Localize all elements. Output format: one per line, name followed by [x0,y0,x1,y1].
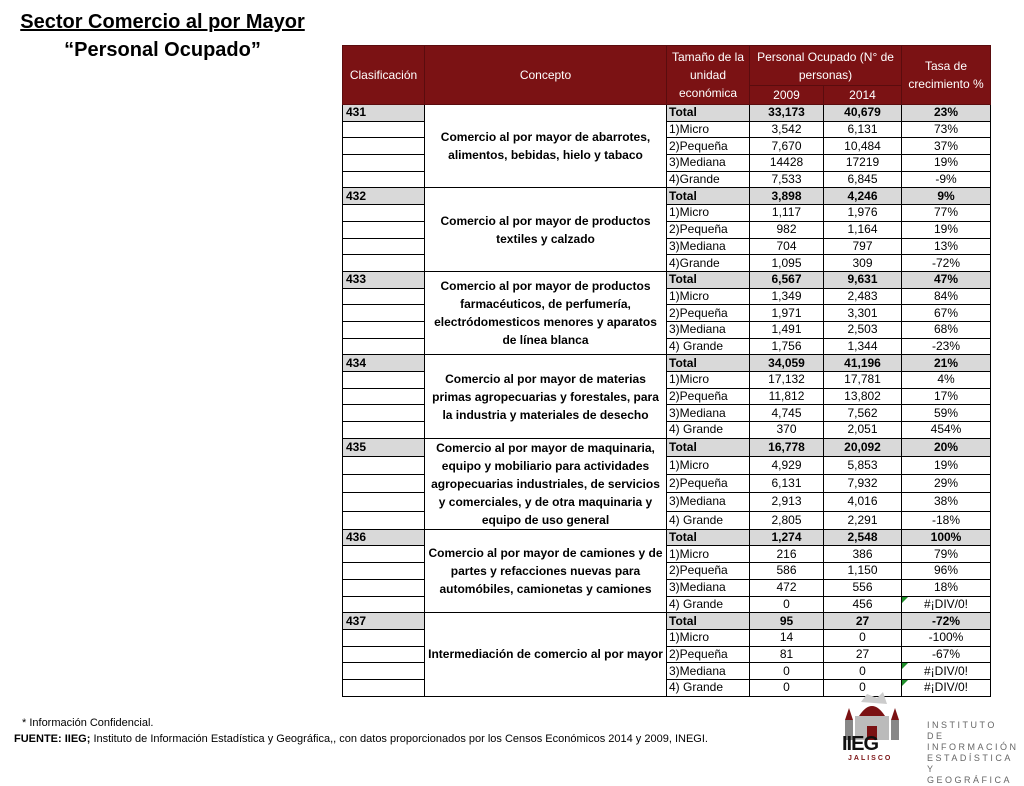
cell-tasa: #¡DIV/0! [902,679,991,696]
cell-2014: 3,301 [824,305,902,322]
logo-institute-name: INSTITUTO DE INFORMACIÓN ESTADÍSTICA Y GEOGRÁFICA [927,720,1019,785]
cell-2014: 9,631 [824,271,902,288]
cell-clasificacion [343,646,425,663]
cell-tasa: -18% [902,511,991,529]
cell-tamano: Total [667,188,750,205]
cell-tamano: 3)Mediana [667,493,750,511]
page-title [0,8,325,64]
cell-2009: 4,929 [750,456,824,474]
cell-tamano: 4)Grande [667,255,750,272]
cell-tasa: 9% [902,188,991,205]
cell-concepto: Comercio al por mayor de productos textiles y calzado [425,188,667,271]
cell-tasa: 47% [902,271,991,288]
cell-2009: 3,898 [750,188,824,205]
cell-tasa: 23% [902,105,991,122]
cell-concepto: Intermediación de comercio al por mayor [425,613,667,696]
cell-tamano: Total [667,271,750,288]
cell-tamano: 4) Grande [667,511,750,529]
table-row [343,438,991,456]
cell-clasificacion [343,372,425,389]
cell-2014: 556 [824,579,902,596]
cell-tasa: 79% [902,546,991,563]
logo-state: JALISCO [848,755,893,762]
cell-2009: 1,756 [750,338,824,355]
cell-tamano: 4) Grande [667,338,750,355]
cell-clasificacion [343,205,425,222]
table-row [343,613,991,630]
cell-2014: 5,853 [824,456,902,474]
cell-tamano: 2)Pequeña [667,646,750,663]
cell-tasa: 84% [902,288,991,305]
cell-2009: 2,805 [750,511,824,529]
cell-clasificacion [343,255,425,272]
cell-2014: 27 [824,646,902,663]
cell-tasa: 17% [902,388,991,405]
cell-tamano: 1)Micro [667,288,750,305]
cell-clasificacion [343,238,425,255]
cell-tasa: 59% [902,405,991,422]
table-row [343,529,991,546]
cell-2014: 1,164 [824,221,902,238]
cell-2014: 1,150 [824,563,902,580]
cell-clasificacion [343,596,425,613]
cell-tasa: #¡DIV/0! [902,663,991,680]
cell-2009: 2,913 [750,493,824,511]
cell-2009: 0 [750,663,824,680]
cell-clasificacion: 437 [343,613,425,630]
cell-tasa: 37% [902,138,991,155]
cell-2009: 472 [750,579,824,596]
personal-ocupado-table [342,45,991,697]
cell-tasa: 73% [902,121,991,138]
cell-tamano: 4)Grande [667,171,750,188]
cell-2014: 40,679 [824,105,902,122]
cell-tamano: 4) Grande [667,422,750,439]
cell-tamano: 2)Pequeña [667,388,750,405]
cell-clasificacion [343,288,425,305]
cell-clasificacion [343,305,425,322]
cell-tamano: 2)Pequeña [667,475,750,493]
header-tamano: Tamaño de la unidad económica [667,46,750,105]
cell-tamano: 1)Micro [667,121,750,138]
cell-tamano: Total [667,438,750,456]
cell-2014: 0 [824,629,902,646]
cell-2009: 95 [750,613,824,630]
cell-clasificacion [343,138,425,155]
cell-2009: 3,542 [750,121,824,138]
cell-2014: 41,196 [824,355,902,372]
cell-tamano: 1)Micro [667,205,750,222]
cell-2014: 20,092 [824,438,902,456]
cell-tamano: 4) Grande [667,679,750,696]
cell-2014: 0 [824,663,902,680]
table-row [343,271,991,288]
cell-tamano: Total [667,355,750,372]
cell-2009: 34,059 [750,355,824,372]
cell-2009: 216 [750,546,824,563]
cell-tamano: 3)Mediana [667,663,750,680]
cell-tasa: 67% [902,305,991,322]
cell-2009: 0 [750,679,824,696]
cell-2009: 1,095 [750,255,824,272]
cell-clasificacion [343,579,425,596]
cell-2009: 7,533 [750,171,824,188]
cell-clasificacion [343,475,425,493]
cell-tasa: 100% [902,529,991,546]
cell-tamano: 3)Mediana [667,155,750,172]
cell-2009: 81 [750,646,824,663]
cell-clasificacion [343,321,425,338]
cell-2014: 6,131 [824,121,902,138]
cell-2009: 370 [750,422,824,439]
table-row [343,355,991,372]
cell-tamano: 2)Pequeña [667,305,750,322]
cell-tasa: 29% [902,475,991,493]
cell-tamano: Total [667,105,750,122]
cell-tamano: 2)Pequeña [667,563,750,580]
cell-2014: 1,976 [824,205,902,222]
cell-2014: 13,802 [824,388,902,405]
cell-clasificacion [343,422,425,439]
header-year-2009: 2009 [750,86,824,105]
cell-tasa: 38% [902,493,991,511]
cell-clasificacion [343,629,425,646]
cell-clasificacion [343,493,425,511]
cell-tamano: Total [667,529,750,546]
cell-tasa: 20% [902,438,991,456]
cell-tasa: -67% [902,646,991,663]
cell-clasificacion: 434 [343,355,425,372]
cell-tasa: -100% [902,629,991,646]
cell-tasa: -72% [902,613,991,630]
cell-2014: 6,845 [824,171,902,188]
cell-tasa: -23% [902,338,991,355]
cell-2014: 27 [824,613,902,630]
cell-concepto: Comercio al por mayor de camiones y de partes y refacciones nuevas para automóbiles, camionetas y camiones [425,529,667,612]
footnote-source [14,733,708,745]
source-text: Instituto de Información Estadística y Geográfica,, con datos proporcionados por los Censos Económicos 2014 y 2009, INEGI. [90,733,708,745]
cell-2009: 11,812 [750,388,824,405]
cell-tasa: 454% [902,422,991,439]
cell-2014: 4,246 [824,188,902,205]
logo-abbr: IIEG [842,733,879,755]
table-body [343,105,991,697]
cell-2009: 1,117 [750,205,824,222]
cell-clasificacion [343,546,425,563]
cell-clasificacion: 436 [343,529,425,546]
cell-2009: 17,132 [750,372,824,389]
cell-2009: 14 [750,629,824,646]
cell-clasificacion [343,155,425,172]
cell-clasificacion [343,456,425,474]
cell-2014: 309 [824,255,902,272]
cell-2014: 17219 [824,155,902,172]
cell-2009: 982 [750,221,824,238]
cell-tasa: 77% [902,205,991,222]
cell-2009: 586 [750,563,824,580]
cell-clasificacion [343,563,425,580]
header-clasificacion: Clasificación [343,46,425,105]
cell-tamano: 4) Grande [667,596,750,613]
cell-tamano: 1)Micro [667,372,750,389]
cell-tamano: 1)Micro [667,546,750,563]
cell-tamano: 3)Mediana [667,579,750,596]
cell-clasificacion [343,679,425,696]
table-row [343,105,991,122]
cell-2014: 1,344 [824,338,902,355]
cell-2009: 1,274 [750,529,824,546]
source-label: FUENTE: IIEG; [14,733,91,745]
cell-concepto: Comercio al por mayor de materias primas agropecuarias y forestales, para la industria y materiales de desecho [425,355,667,438]
header-tasa: Tasa de crecimiento % [902,46,991,105]
cell-tamano: 2)Pequeña [667,221,750,238]
cell-2014: 386 [824,546,902,563]
cell-2014: 10,484 [824,138,902,155]
cell-2009: 6,131 [750,475,824,493]
cell-2014: 2,503 [824,321,902,338]
cell-2009: 1,971 [750,305,824,322]
cell-2014: 17,781 [824,372,902,389]
cell-2014: 456 [824,596,902,613]
cell-2009: 14428 [750,155,824,172]
cell-tasa: 13% [902,238,991,255]
cell-2009: 1,349 [750,288,824,305]
cell-tamano: 3)Mediana [667,238,750,255]
cell-clasificacion: 431 [343,105,425,122]
header-personal-ocupado: Personal Ocupado (N° de personas) [750,46,902,86]
cell-2014: 797 [824,238,902,255]
cell-tasa: #¡DIV/0! [902,596,991,613]
cell-2014: 0 [824,679,902,696]
cell-2014: 7,562 [824,405,902,422]
header-concepto: Concepto [425,46,667,105]
cell-2009: 33,173 [750,105,824,122]
title-line-1: Sector Comercio al por Mayor [20,11,305,33]
cell-2009: 6,567 [750,271,824,288]
cell-tamano: 3)Mediana [667,321,750,338]
cell-tasa: -72% [902,255,991,272]
iieg-logo [835,690,1019,785]
cell-2014: 4,016 [824,493,902,511]
cell-tasa: 96% [902,563,991,580]
table-row [343,188,991,205]
cell-2009: 16,778 [750,438,824,456]
cell-tasa: 19% [902,155,991,172]
cell-tamano: 1)Micro [667,456,750,474]
cell-2014: 2,483 [824,288,902,305]
cell-tasa: 18% [902,579,991,596]
cell-2009: 0 [750,596,824,613]
data-table-container [342,45,991,697]
cell-clasificacion [343,121,425,138]
cell-tamano: 2)Pequeña [667,138,750,155]
title-line-2: “Personal Ocupado” [64,39,261,61]
cell-2014: 2,291 [824,511,902,529]
cell-concepto: Comercio al por mayor de maquinaria, equipo y mobiliario para actividades agropecuarias industriales, de servicios y comerciales, y de otra maquinaria y equipo de uso general [425,438,667,529]
cell-2014: 7,932 [824,475,902,493]
cell-clasificacion [343,338,425,355]
cell-concepto: Comercio al por mayor de productos farmacéuticos, de perfumería, electródomesticos menores y aparatos de línea blanca [425,271,667,354]
cell-tasa: 19% [902,456,991,474]
cell-2014: 2,051 [824,422,902,439]
cell-tasa: 4% [902,372,991,389]
cell-2009: 704 [750,238,824,255]
cell-tamano: 1)Micro [667,629,750,646]
cell-tamano: Total [667,613,750,630]
cell-tasa: 68% [902,321,991,338]
cell-concepto: Comercio al por mayor de abarrotes, alimentos, bebidas, hielo y tabaco [425,105,667,188]
cell-clasificacion [343,405,425,422]
cell-clasificacion: 435 [343,438,425,456]
header-year-2014: 2014 [824,86,902,105]
cell-clasificacion [343,388,425,405]
cell-2009: 1,491 [750,321,824,338]
cell-tasa: 21% [902,355,991,372]
cell-clasificacion [343,221,425,238]
cell-tasa: -9% [902,171,991,188]
cell-clasificacion [343,511,425,529]
cell-tasa: 19% [902,221,991,238]
cell-2009: 4,745 [750,405,824,422]
cell-clasificacion: 433 [343,271,425,288]
footnote-confidential: * Información Confidencial. [22,717,154,729]
cell-2014: 2,548 [824,529,902,546]
cell-clasificacion [343,663,425,680]
cell-clasificacion [343,171,425,188]
cell-clasificacion: 432 [343,188,425,205]
cell-tamano: 3)Mediana [667,405,750,422]
cell-2009: 7,670 [750,138,824,155]
